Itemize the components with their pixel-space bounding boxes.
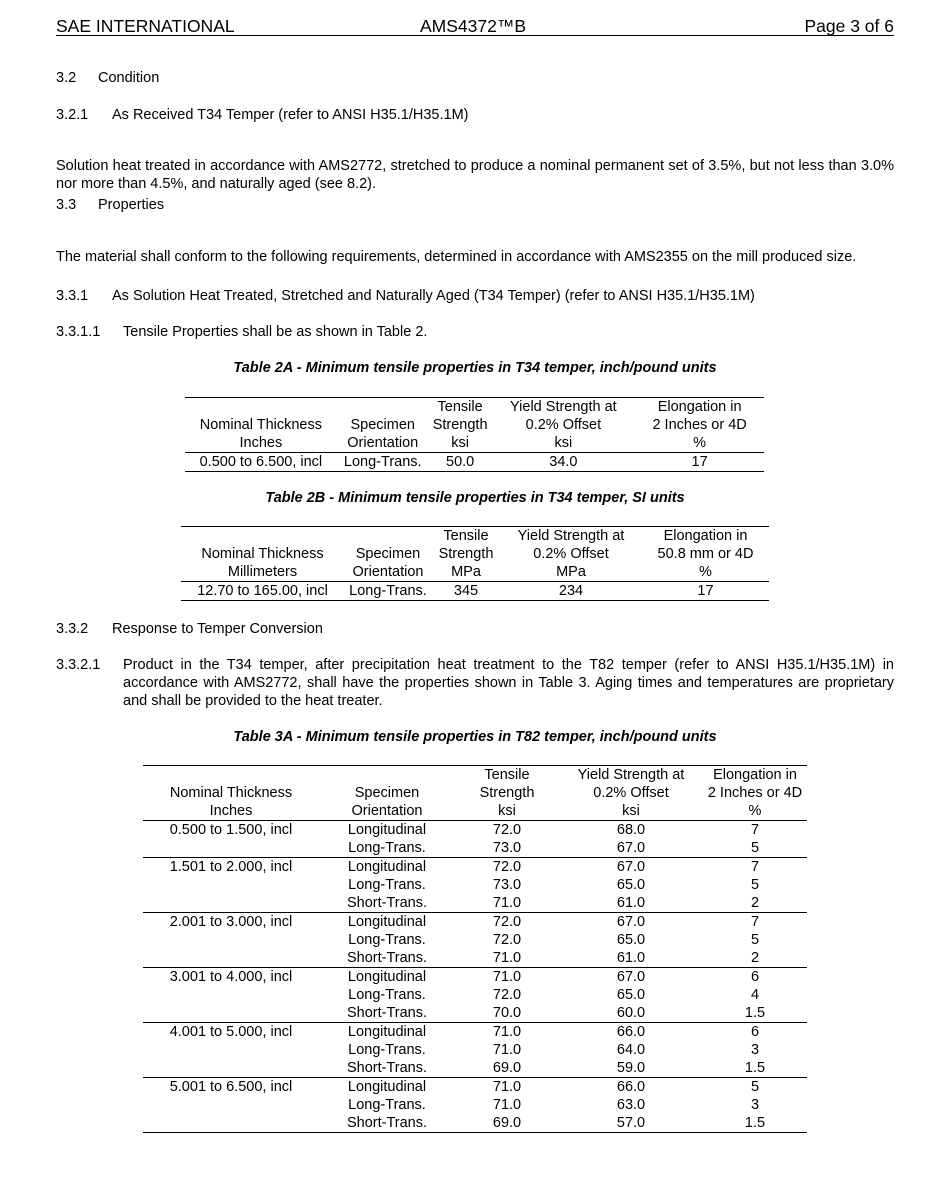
thickness-cell: [143, 931, 319, 949]
header-cell: 0.2% Offset: [533, 546, 609, 562]
table-row: [185, 453, 764, 472]
table-row: [143, 858, 807, 877]
elongation-cell: 6: [703, 1023, 807, 1042]
thickness-cell: [143, 1096, 319, 1114]
table-row: [143, 986, 807, 1004]
yield-cell: 65.0: [616, 987, 646, 1003]
table-header-row: [181, 563, 769, 582]
table-header-row: [143, 766, 807, 785]
elongation-cell: 7: [750, 822, 760, 838]
table-row: [143, 1004, 807, 1023]
elongation-cell: 2: [750, 950, 760, 966]
yield-cell: 66.0: [559, 1023, 703, 1042]
table-cell: Long-Trans.: [344, 582, 432, 601]
table-cell: 12.70 to 165.00, incl: [181, 582, 344, 601]
elongation-cell: 6: [703, 968, 807, 987]
orientation-cell: Long-Trans.: [348, 877, 426, 893]
header-cell: Strength: [438, 546, 494, 562]
table-row: [181, 582, 769, 601]
header-doc-number: AMS4372™B: [420, 16, 527, 36]
thickness-cell: 5.001 to 6.500, incl: [143, 1078, 319, 1097]
section-3-3-1-number: 3.3.1: [56, 288, 89, 304]
header-cell: [337, 398, 429, 417]
header-cell: Millimeters: [181, 563, 344, 582]
table-row: [143, 1023, 807, 1042]
header-cell: [143, 766, 319, 785]
tensile-cell: 72.0: [492, 987, 522, 1003]
tensile-cell: 72.0: [455, 913, 559, 932]
table-cell: 345: [432, 582, 500, 601]
section-3-3-number: 3.3: [56, 197, 77, 213]
header-cell: 50.8 mm or 4D: [657, 546, 754, 562]
table-2a-caption: Table 2A - Minimum tensile properties in T34 temper, inch/pound units: [233, 360, 717, 376]
orientation-cell: Longitudinal: [319, 968, 455, 987]
elongation-cell: 5: [750, 932, 760, 948]
header-cell: Tensile: [455, 766, 559, 785]
paragraph-solution-heat-treat: Solution heat treated in accordance with AMS2772, stretched to produce a nominal permanent set of 3.5%, but not less than 3.0% nor more than 4.5%, and naturally aged (see 8.2).: [56, 157, 894, 192]
table-row: [143, 839, 807, 858]
orientation-cell: Short-Trans.: [319, 1114, 455, 1133]
thickness-cell: [143, 1059, 319, 1078]
section-3-2-1-number: 3.2.1: [56, 107, 89, 123]
tensile-cell: 73.0: [492, 877, 522, 893]
section-3-3-2-1-text: Product in the T34 temper, after precipitation heat treatment to the T82 temper (refer to ANSI H35.1/H35.1M) in accordance with AMS2772, shall have the properties shown in Table 3. Aging times and temperatures are proprietary and shall be provided to the heat treater.: [123, 657, 894, 709]
tensile-cell: 71.0: [492, 1097, 522, 1113]
tensile-cell: 69.0: [492, 1060, 522, 1076]
yield-cell: 65.0: [616, 932, 646, 948]
table-3a-caption: Table 3A - Minimum tensile properties in T82 temper, inch/pound units: [233, 729, 717, 745]
header-cell: %: [703, 802, 807, 821]
header-rule: [56, 35, 894, 36]
table-header-row: [185, 434, 764, 453]
header-cell: Specimen: [354, 785, 420, 801]
table-header-row: [185, 416, 764, 434]
elongation-cell: 1.5: [703, 1114, 807, 1133]
header-cell: Elongation in: [635, 398, 764, 417]
yield-cell: 59.0: [616, 1060, 646, 1076]
tensile-cell: 71.0: [455, 1078, 559, 1097]
elongation-cell: 2: [750, 895, 760, 911]
header-cell: MPa: [500, 563, 642, 582]
table-row: [143, 913, 807, 932]
table-header-row: [185, 398, 764, 417]
header-cell: ksi: [429, 434, 492, 453]
yield-cell: 64.0: [616, 1042, 646, 1058]
yield-cell: 60.0: [616, 1005, 646, 1021]
tensile-cell: 69.0: [455, 1114, 559, 1133]
tensile-cell: 71.0: [492, 950, 522, 966]
thickness-cell: 2.001 to 3.000, incl: [143, 913, 319, 932]
orientation-cell: Short-Trans.: [346, 950, 428, 966]
header-cell: Tensile: [429, 398, 492, 417]
elongation-cell: 3: [750, 1097, 760, 1113]
section-3-3-1-1-number: 3.3.1.1: [56, 324, 101, 340]
table-3a: [143, 765, 807, 1133]
thickness-cell: [143, 894, 319, 913]
table-2a: [185, 397, 764, 472]
elongation-cell: 5: [703, 1078, 807, 1097]
thickness-cell: 1.501 to 2.000, incl: [143, 858, 319, 877]
yield-cell: 67.0: [559, 858, 703, 877]
yield-cell: 63.0: [616, 1097, 646, 1113]
header-cell: Orientation: [319, 802, 455, 821]
orientation-cell: Short-Trans.: [346, 1005, 428, 1021]
thickness-cell: 4.001 to 5.000, incl: [143, 1023, 319, 1042]
yield-cell: 61.0: [616, 950, 646, 966]
section-3-2-title: Condition: [98, 70, 160, 86]
table-2b: [181, 526, 769, 601]
orientation-cell: Longitudinal: [319, 1078, 455, 1097]
section-3-3-1-1-title: Tensile Properties shall be as shown in Table 2.: [123, 324, 428, 340]
header-cell: Nominal Thickness: [199, 417, 322, 433]
section-3-3-1-title: As Solution Heat Treated, Stretched and Naturally Aged (T34 Temper) (refer to ANSI H35.1/H35.1M): [112, 288, 755, 304]
header-cell: Elongation in: [642, 527, 769, 546]
yield-cell: 61.0: [616, 895, 646, 911]
yield-cell: 67.0: [559, 913, 703, 932]
elongation-cell: 1.5: [744, 1005, 766, 1021]
tensile-cell: 71.0: [492, 895, 522, 911]
header-org: SAE INTERNATIONAL: [56, 16, 235, 36]
header-cell: 2 Inches or 4D: [652, 417, 747, 433]
table-row: [143, 821, 807, 840]
yield-cell: 67.0: [616, 840, 646, 856]
table-row: [143, 931, 807, 949]
orientation-cell: Long-Trans.: [348, 1097, 426, 1113]
paragraph-material-requirements: The material shall conform to the following requirements, determined in accordance with AMS2355 on the mill produced size.: [56, 248, 857, 265]
header-cell: %: [642, 563, 769, 582]
orientation-cell: Longitudinal: [347, 822, 427, 838]
table-row: [143, 1059, 807, 1078]
orientation-cell: Long-Trans.: [348, 987, 426, 1003]
header-cell: Yield Strength at: [500, 527, 642, 546]
header-cell: ksi: [559, 802, 703, 821]
tensile-cell: 72.0: [455, 858, 559, 877]
header-cell: [181, 527, 344, 546]
header-cell: Strength: [479, 785, 535, 801]
table-header-row: [181, 527, 769, 546]
header-cell: ksi: [492, 434, 636, 453]
header-cell: MPa: [432, 563, 500, 582]
table-cell: Long-Trans.: [337, 453, 429, 472]
header-cell: Yield Strength at: [492, 398, 636, 417]
header-cell: 0.2% Offset: [593, 785, 669, 801]
orientation-cell: Short-Trans.: [346, 895, 428, 911]
elongation-cell: 7: [703, 913, 807, 932]
table-2b-caption: Table 2B - Minimum tensile properties in T34 temper, SI units: [265, 490, 685, 506]
table-row: [143, 1078, 807, 1097]
thickness-cell: 0.500 to 1.500, incl: [169, 822, 293, 838]
table-cell: 17: [635, 453, 764, 472]
section-3-3-2-1-number: 3.3.2.1: [56, 657, 101, 673]
section-3-3-2-number: 3.3.2: [56, 621, 89, 637]
orientation-cell: Longitudinal: [319, 858, 455, 877]
table-row: [143, 876, 807, 894]
thickness-cell: [143, 986, 319, 1004]
section-3-3-2-title: Response to Temper Conversion: [112, 621, 323, 637]
orientation-cell: Long-Trans.: [348, 840, 426, 856]
thickness-cell: [143, 1114, 319, 1133]
tensile-cell: 73.0: [492, 840, 522, 856]
header-cell: [319, 766, 455, 785]
section-3-2-number: 3.2: [56, 70, 77, 86]
header-cell: Tensile: [432, 527, 500, 546]
header-cell: Strength: [432, 417, 488, 433]
tensile-cell: 72.0: [492, 932, 522, 948]
tensile-cell: 71.0: [455, 1023, 559, 1042]
header-cell: ksi: [455, 802, 559, 821]
orientation-cell: Longitudinal: [319, 913, 455, 932]
orientation-cell: Longitudinal: [319, 1023, 455, 1042]
section-3-3-title: Properties: [98, 197, 165, 213]
header-cell: Inches: [185, 434, 337, 453]
table-cell: 17: [642, 582, 769, 601]
table-header-row: [143, 802, 807, 821]
header-cell: Nominal Thickness: [201, 546, 324, 562]
table-cell: 34.0: [492, 453, 636, 472]
yield-cell: 66.0: [559, 1078, 703, 1097]
header-cell: Inches: [143, 802, 319, 821]
elongation-cell: 4: [750, 987, 760, 1003]
thickness-cell: 3.001 to 4.000, incl: [143, 968, 319, 987]
header-cell: %: [635, 434, 764, 453]
yield-cell: 65.0: [616, 877, 646, 893]
header-cell: Orientation: [344, 563, 432, 582]
table-row: [143, 1114, 807, 1133]
table-header-row: [181, 545, 769, 563]
table-row: [143, 949, 807, 968]
table-header-row: [143, 784, 807, 802]
table-row: [143, 894, 807, 913]
thickness-cell: [143, 949, 319, 968]
tensile-cell: 72.0: [492, 822, 522, 838]
header-cell: Specimen: [350, 417, 415, 433]
header-cell: [344, 527, 432, 546]
elongation-cell: 5: [750, 877, 760, 893]
header-cell: Specimen: [355, 546, 421, 562]
orientation-cell: Short-Trans.: [346, 1060, 428, 1076]
header-page-number: Page 3 of 6: [804, 16, 894, 36]
header-cell: Elongation in: [703, 766, 807, 785]
thickness-cell: [143, 1004, 319, 1023]
header-cell: 2 Inches or 4D: [707, 785, 803, 801]
section-3-2-1-title: As Received T34 Temper (refer to ANSI H35.1/H35.1M): [112, 107, 469, 123]
header-cell: Orientation: [337, 434, 429, 453]
header-cell: Nominal Thickness: [169, 785, 293, 801]
orientation-cell: Long-Trans.: [348, 932, 426, 948]
tensile-cell: 71.0: [492, 1042, 522, 1058]
tensile-cell: 71.0: [455, 968, 559, 987]
header-cell: 0.2% Offset: [525, 417, 602, 433]
yield-cell: 57.0: [559, 1114, 703, 1133]
yield-cell: 67.0: [559, 968, 703, 987]
thickness-cell: [143, 876, 319, 894]
table-cell: 0.500 to 6.500, incl: [185, 453, 337, 472]
tensile-cell: 70.0: [492, 1005, 522, 1021]
table-cell: 50.0: [429, 453, 492, 472]
table-row: [143, 1096, 807, 1114]
elongation-cell: 1.5: [744, 1060, 766, 1076]
header-cell: [185, 398, 337, 417]
elongation-cell: 5: [750, 840, 760, 856]
table-row: [143, 1041, 807, 1059]
thickness-cell: [143, 839, 319, 858]
header-cell: Yield Strength at: [559, 766, 703, 785]
thickness-cell: [143, 1041, 319, 1059]
orientation-cell: Long-Trans.: [348, 1042, 426, 1058]
table-row: [143, 968, 807, 987]
yield-cell: 68.0: [616, 822, 646, 838]
elongation-cell: 7: [703, 858, 807, 877]
elongation-cell: 3: [750, 1042, 760, 1058]
table-cell: 234: [500, 582, 642, 601]
